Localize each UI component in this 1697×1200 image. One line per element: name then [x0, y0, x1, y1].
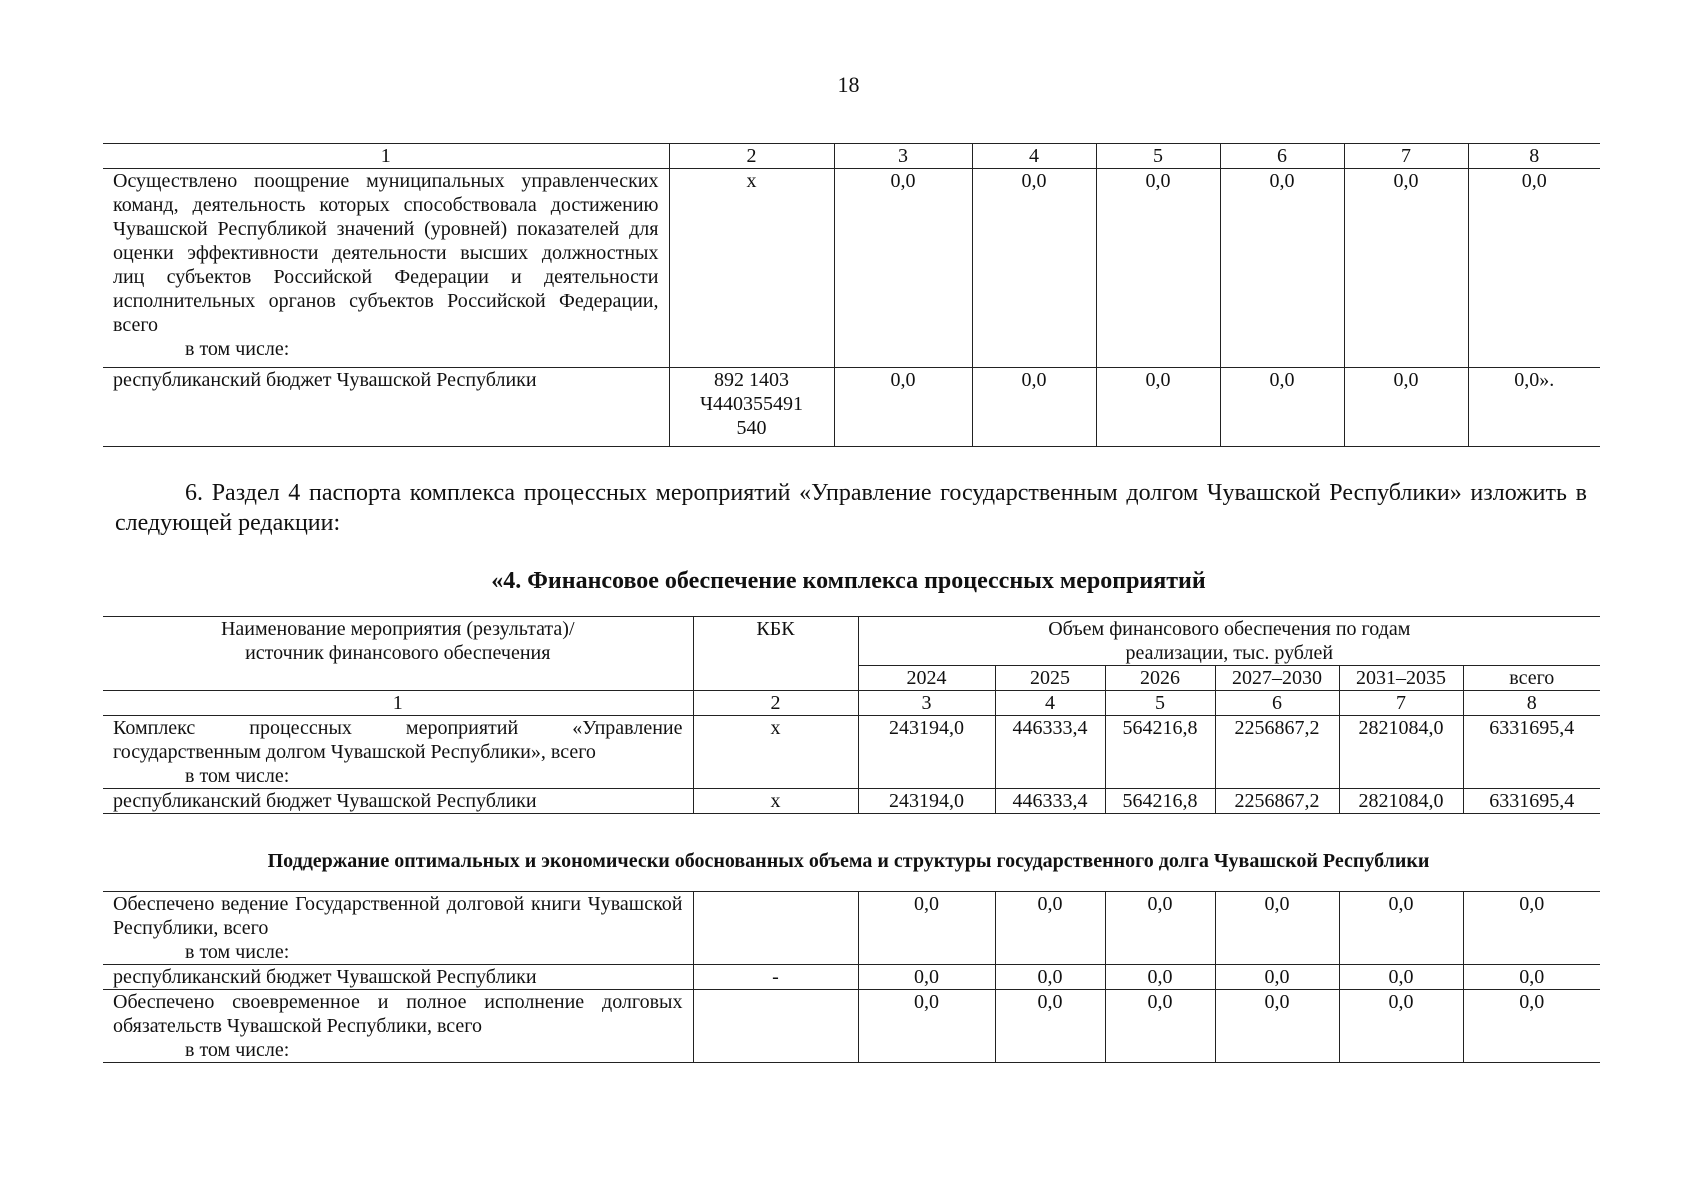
value-cell: 0,0	[858, 990, 995, 1063]
value-cell: 0,0	[1215, 892, 1339, 965]
header-row	[103, 617, 1600, 666]
table-row	[103, 716, 1600, 789]
value-cell: 0,0	[1220, 368, 1344, 447]
table-continuation	[103, 143, 1600, 447]
table-row	[103, 892, 1600, 965]
column-number-row	[103, 144, 1600, 169]
col-num: 4	[972, 144, 1096, 169]
section-heading: «4. Финансовое обеспечение комплекса процессных мероприятий	[491, 568, 1206, 594]
kbk-cell	[669, 368, 834, 447]
kbk-line: Ч440355491	[700, 393, 803, 415]
col-num: 8	[1463, 691, 1600, 716]
value-cell: 243194,0	[858, 716, 995, 789]
value-cell: 0,0	[834, 368, 972, 447]
table-row	[103, 990, 1600, 1063]
value-cell: 0,0	[1463, 892, 1600, 965]
value-cell: 6331695,4	[1463, 789, 1600, 814]
subsection-heading: Поддержание оптимальных и экономически обоснованных объема и структуры государственного долга Чувашской Республики	[267, 850, 1430, 872]
value-cell: 0,0	[858, 965, 995, 990]
value-cell: 0,0	[834, 169, 972, 368]
value-cell: 0,0	[1096, 368, 1220, 447]
col-num: 8	[1468, 144, 1600, 169]
col-num: 6	[1215, 691, 1339, 716]
value-cell: 564216,8	[1105, 789, 1215, 814]
value-cell: 0,0	[1339, 892, 1463, 965]
year-header: 2024	[858, 666, 995, 691]
value-cell: 0,0	[1344, 368, 1468, 447]
kbk-line: 892 1403	[714, 369, 789, 391]
header-volume-line1: Объем финансового обеспечения по годам	[1048, 618, 1411, 640]
value-cell: 0,0	[1344, 169, 1468, 368]
value-cell: 0,0	[1339, 990, 1463, 1063]
value-cell: 0,0».	[1468, 368, 1600, 447]
col-num: 5	[1105, 691, 1215, 716]
value-cell: 0,0	[1105, 990, 1215, 1063]
value-cell: 0,0	[1215, 990, 1339, 1063]
value-cell: 0,0	[1215, 965, 1339, 990]
amendment-paragraph: 6. Раздел 4 паспорта комплекса процессных мероприятий «Управление государственным долгом Чувашской Республики» изложить в следующей редакции:	[115, 480, 1587, 536]
year-header: 2026	[1105, 666, 1215, 691]
kbk-cell: х	[693, 716, 858, 789]
header-volume-line2: реализации, тыс. рублей	[1125, 642, 1334, 664]
kbk-cell: х	[693, 789, 858, 814]
financing-table	[103, 616, 1600, 814]
value-cell: 0,0	[1468, 169, 1600, 368]
value-cell: 0,0	[1220, 169, 1344, 368]
value-cell: 564216,8	[1105, 716, 1215, 789]
header-kbk: КБК	[693, 617, 858, 691]
row-sub-label: в том числе:	[185, 765, 290, 787]
row-sub-label: в том числе:	[185, 338, 290, 360]
year-header: 2031–2035	[1339, 666, 1463, 691]
row-sub-label: в том числе:	[185, 941, 290, 963]
column-number-row	[103, 691, 1600, 716]
page-number: 18	[837, 72, 860, 97]
header-volume	[858, 617, 1600, 666]
col-num: 2	[669, 144, 834, 169]
value-cell: 0,0	[995, 990, 1105, 1063]
value-cell: 243194,0	[858, 789, 995, 814]
col-num: 3	[834, 144, 972, 169]
row-name-text: Осуществлено поощрение муниципальных управленческих команд, деятельность которых способствовала достижению Чувашской Республикой значений (уровней) показателей для оценки эффективности деятельности высших должностных лиц субъектов Российской Федерации и деятельности исполнительных органов субъектов Российской Федерации, всего	[113, 170, 659, 336]
col-num: 1	[103, 144, 669, 169]
table-row	[103, 368, 1600, 447]
value-cell: 0,0	[1463, 990, 1600, 1063]
col-num: 5	[1096, 144, 1220, 169]
row-name	[103, 990, 693, 1063]
row-name-text: Обеспечено ведение Государственной долговой книги Чувашской Республики, всего	[113, 893, 683, 939]
value-cell: 0,0	[995, 892, 1105, 965]
table-row	[103, 789, 1600, 814]
row-name	[103, 169, 669, 368]
kbk-line: 540	[736, 417, 767, 439]
row-name	[103, 716, 693, 789]
value-cell: 0,0	[1339, 965, 1463, 990]
value-cell: 2821084,0	[1339, 716, 1463, 789]
row-name: республиканский бюджет Чувашской Республики	[103, 965, 693, 990]
kbk-cell	[693, 892, 858, 965]
value-cell: 2256867,2	[1215, 789, 1339, 814]
col-num: 3	[858, 691, 995, 716]
header-name: Наименование мероприятия (результата)/ источник финансового обеспечения	[103, 617, 693, 691]
value-cell: 0,0	[858, 892, 995, 965]
value-cell: 0,0	[995, 965, 1105, 990]
value-cell: 6331695,4	[1463, 716, 1600, 789]
col-num: 7	[1339, 691, 1463, 716]
kbk-cell: х	[669, 169, 834, 368]
col-num: 4	[995, 691, 1105, 716]
value-cell: 0,0	[1105, 892, 1215, 965]
row-sub-label: в том числе:	[185, 1039, 290, 1061]
table-row	[103, 169, 1600, 368]
value-cell: 446333,4	[995, 716, 1105, 789]
value-cell: 0,0	[972, 368, 1096, 447]
table-row	[103, 965, 1600, 990]
value-cell: 0,0	[1105, 965, 1215, 990]
kbk-cell: -	[693, 965, 858, 990]
row-name: республиканский бюджет Чувашской Республики	[103, 368, 669, 447]
row-name-text: Комплекс процессных мероприятий «Управление государственным долгом Чувашской Республики», всего	[113, 717, 683, 763]
year-header: всего	[1463, 666, 1600, 691]
subsection-table	[103, 891, 1600, 1063]
value-cell: 0,0	[972, 169, 1096, 368]
year-header: 2027–2030	[1215, 666, 1339, 691]
value-cell: 2821084,0	[1339, 789, 1463, 814]
kbk-cell	[693, 990, 858, 1063]
col-num: 6	[1220, 144, 1344, 169]
year-header: 2025	[995, 666, 1105, 691]
row-name-text: Обеспечено своевременное и полное исполнение долговых обязательств Чувашской Республики, всего	[113, 991, 683, 1037]
value-cell: 446333,4	[995, 789, 1105, 814]
col-num: 2	[693, 691, 858, 716]
row-name: республиканский бюджет Чувашской Республики	[103, 789, 693, 814]
row-name	[103, 892, 693, 965]
col-num: 7	[1344, 144, 1468, 169]
value-cell: 2256867,2	[1215, 716, 1339, 789]
value-cell: 0,0	[1463, 965, 1600, 990]
value-cell: 0,0	[1096, 169, 1220, 368]
col-num: 1	[103, 691, 693, 716]
